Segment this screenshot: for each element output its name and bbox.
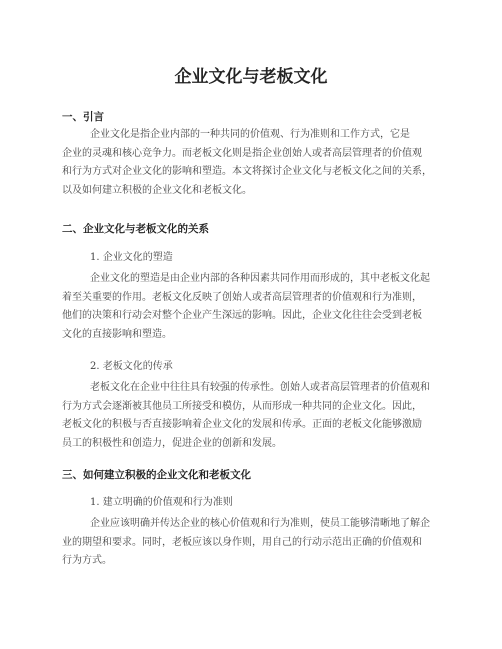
boss-culture-inheritance-paragraph xyxy=(62,379,442,453)
text-line: 行为方式。 xyxy=(62,555,112,566)
culture-shaping-paragraph xyxy=(62,270,442,344)
text-line: 他们的决策和行动会对整个企业产生深远的影响。因此，企业文化往往会受到老板 xyxy=(62,310,422,321)
text-line: 企业的灵魂和核心竞争力。而老板文化则是指企业创始人或者高层管理者的价值观 xyxy=(62,147,422,159)
subsection-title-culture-shaping: 1. 企业文化的塑造 xyxy=(90,252,173,263)
values-paragraph xyxy=(62,515,442,571)
subsection-title-boss-culture-inheritance: 2. 老板文化的传承 xyxy=(90,361,173,372)
document-title: 企业文化与老板文化 xyxy=(174,67,328,87)
text-line: 业的期望和要求。同时，老板应该以身作则，用自己的行动示范出正确的价值观和 xyxy=(62,536,422,548)
section-heading-how-to-build: 三、如何建立积极的企业文化和老板文化 xyxy=(62,469,251,481)
subsection-title-values: 1. 建立明确的价值观和行为准则 xyxy=(90,497,233,508)
text-line: 企业应该明确并传达企业的核心价值观和行为准则，使员工能够清晰地了解企 xyxy=(90,518,430,529)
text-line: 员工的积极性和创造力，促进企业的创新和发展。 xyxy=(62,437,282,449)
text-line: 文化的直接影响和塑造。 xyxy=(62,328,172,340)
introduction-paragraph xyxy=(62,126,442,200)
text-line: 和行为方式对企业文化的影响和塑造。本文将探讨企业文化与老板文化之间的关系， xyxy=(62,166,432,177)
section-heading-introduction: 一、引言 xyxy=(62,111,104,123)
text-line: 行为方式会逐渐被其他员工所接受和模仿，从而形成一种共同的企业文化。因此， xyxy=(62,400,422,412)
text-line: 着至关重要的作用。老板文化反映了创始人或者高层管理者的价值观和行为准则， xyxy=(62,291,422,303)
text-line: 老板文化在企业中往往具有较强的传承性。创始人或者高层管理者的价值观和 xyxy=(90,382,430,393)
text-line: 企业文化的塑造是由企业内部的各种因素共同作用而形成的，其中老板文化起 xyxy=(90,273,430,284)
text-line: 老板文化的积极与否直接影响着企业文化的发展和传承。正面的老板文化能够激励 xyxy=(62,419,422,430)
text-line: 以及如何建立积极的企业文化和老板文化。 xyxy=(62,184,252,196)
section-heading-relationship: 二、企业文化与老板文化的关系 xyxy=(62,223,209,235)
text-line: 企业文化是指企业内部的一种共同的价值观、行为准则和工作方式，它是 xyxy=(90,129,410,140)
